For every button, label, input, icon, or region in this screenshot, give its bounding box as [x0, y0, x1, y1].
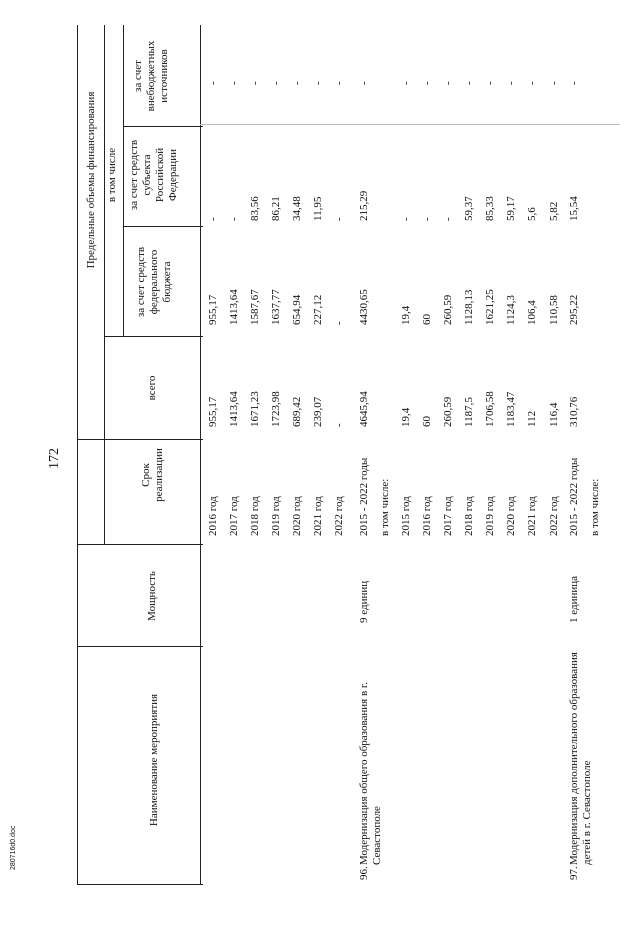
cell-period: 2019 год [270, 496, 282, 536]
cell-total: 60 [421, 416, 433, 427]
left-border [77, 884, 203, 885]
col-divider-1 [77, 646, 203, 647]
col-divider-4 [104, 336, 203, 337]
cell-regional: 86,21 [270, 196, 282, 221]
cell-federal: 106,4 [526, 300, 538, 325]
footer-filename [10, 825, 20, 930]
cell-federal: 1124,3 [505, 295, 517, 325]
cell-period: в том числе: [589, 478, 601, 536]
cell-federal: 110,58 [548, 295, 560, 325]
cell-regional: 34,48 [291, 196, 303, 221]
col-divider-6 [123, 126, 203, 127]
cell-capacity: 9 единиц [358, 580, 370, 623]
cell-total: 260,59 [442, 396, 454, 427]
cell-regional: 15,54 [568, 196, 580, 221]
cell-period: 2018 год [249, 496, 261, 536]
col-divider-2 [77, 544, 203, 545]
col-divider-5 [123, 226, 203, 227]
cell-extra: - [568, 81, 580, 85]
cell-extra: - [484, 81, 496, 85]
header-name: Наименование мероприятия [148, 693, 160, 827]
cell-extra: - [548, 81, 560, 85]
cell-period: 2015 - 2022 годы [568, 457, 580, 536]
cell-regional: 59,17 [505, 196, 517, 221]
cell-total: 1723,98 [270, 391, 282, 427]
col-divider-3 [77, 439, 203, 440]
cell-period: 2015 год [400, 496, 412, 536]
cell-num: 96. [358, 866, 370, 880]
cell-total: 239,07 [312, 396, 324, 427]
cell-period: 2019 год [484, 496, 496, 536]
cell-total: 955,17 [207, 396, 219, 427]
cell-federal: 1587,67 [249, 289, 261, 325]
cell-extra: - [207, 81, 219, 85]
cell-regional: 83,56 [249, 196, 261, 221]
including-divider [123, 25, 124, 337]
cell-total: 116,4 [548, 402, 560, 427]
cell-federal: 60 [421, 314, 433, 325]
header-total: всего [146, 375, 158, 401]
cell-federal: 295,22 [568, 294, 580, 325]
cell-extra: - [291, 81, 303, 85]
cell-period: в том числе: [379, 478, 391, 536]
cell-period: 2016 год [207, 496, 219, 536]
cell-extra: - [333, 81, 345, 85]
header-limits: Предельные объемы финансирования [85, 91, 97, 269]
cell-period: 2017 год [442, 496, 454, 536]
cell-regional: 5,82 [548, 201, 560, 221]
header-federal: за счет средств федерального бюджета [135, 246, 173, 318]
cell-federal: 227,12 [312, 294, 324, 325]
cell-regional: - [228, 217, 240, 221]
cell-total: 310,76 [568, 396, 580, 427]
cell-total: 4645,94 [358, 391, 370, 427]
cell-total: 1671,23 [249, 391, 261, 427]
cell-total: 112 [526, 410, 538, 427]
cell-extra: - [442, 81, 454, 85]
cell-regional: - [207, 217, 219, 221]
cell-total: 1413,64 [228, 391, 240, 427]
cell-total: 1706,58 [484, 391, 496, 427]
cell-total: 19,4 [400, 407, 412, 427]
cell-regional: 5,6 [526, 207, 538, 221]
cell-federal: 955,17 [207, 294, 219, 325]
cell-period: 2022 год [548, 496, 560, 536]
header-capacity: Мощность [146, 571, 158, 621]
footer-text: 280716d0.doc [10, 825, 17, 870]
cell-period: 2020 год [291, 496, 303, 536]
cell-regional: - [333, 217, 345, 221]
cell-federal: 1621,25 [484, 289, 496, 325]
cell-extra: - [463, 81, 475, 85]
cell-period: 2015 - 2022 годы [358, 457, 370, 536]
cell-total: 1187,5 [463, 397, 475, 427]
cell-regional: 59,37 [463, 196, 475, 221]
cell-total: 1183,47 [505, 391, 517, 427]
cell-extra: - [526, 81, 538, 85]
cell-period: 2020 год [505, 496, 517, 536]
cell-federal: 654,94 [291, 294, 303, 325]
cell-num: 97. [568, 866, 580, 880]
header-period: Срок реализации [140, 448, 165, 502]
cell-federal: 1413,64 [228, 289, 240, 325]
header-extra: за счет внебюджетных источников [132, 40, 170, 112]
cell-extra: - [249, 81, 261, 85]
header-including: в том числе [106, 147, 118, 203]
cell-federal: - [333, 321, 345, 325]
cell-extra: - [505, 81, 517, 85]
header-bottom-border [200, 25, 201, 885]
cell-federal: 1637,77 [270, 289, 282, 325]
cell-total: - [333, 423, 345, 427]
cell-extra: - [270, 81, 282, 85]
cell-period: 2021 год [312, 496, 324, 536]
cell-period: 2018 год [463, 496, 475, 536]
cell-extra: - [312, 81, 324, 85]
cell-period: 2022 год [333, 496, 345, 536]
table-top-border [77, 25, 78, 885]
cell-extra: - [358, 81, 370, 85]
cell-extra: - [228, 81, 240, 85]
cell-federal: 260,59 [442, 294, 454, 325]
column-guide-line [200, 124, 620, 125]
cell-regional: 215,29 [358, 190, 370, 221]
cell-total: 689,42 [291, 396, 303, 427]
cell-federal: 4430,65 [358, 289, 370, 325]
rotated-page [40, 25, 620, 885]
cell-period: 2021 год [526, 496, 538, 536]
cell-regional: - [400, 217, 412, 221]
cell-name: Модернизация общего образования в г. Севастополе [358, 682, 383, 865]
cell-federal: 19,4 [400, 305, 412, 325]
cell-period: 2016 год [421, 496, 433, 536]
cell-regional: - [442, 217, 454, 221]
cell-federal: 1128,13 [463, 289, 475, 325]
cell-extra: - [400, 81, 412, 85]
cell-regional: - [421, 217, 433, 221]
cell-name: Модернизация дополнительного образования детей в г. Севастополе [568, 652, 593, 865]
limits-divider [104, 25, 105, 545]
page-number: 172 [47, 448, 62, 469]
header-regional: за счет средств субъекта Российской Федерации [128, 139, 179, 211]
cell-period: 2017 год [228, 496, 240, 536]
cell-regional: 85,33 [484, 196, 496, 221]
cell-regional: 11,95 [312, 196, 324, 221]
cell-capacity: 1 единица [568, 575, 580, 623]
cell-extra: - [421, 81, 433, 85]
